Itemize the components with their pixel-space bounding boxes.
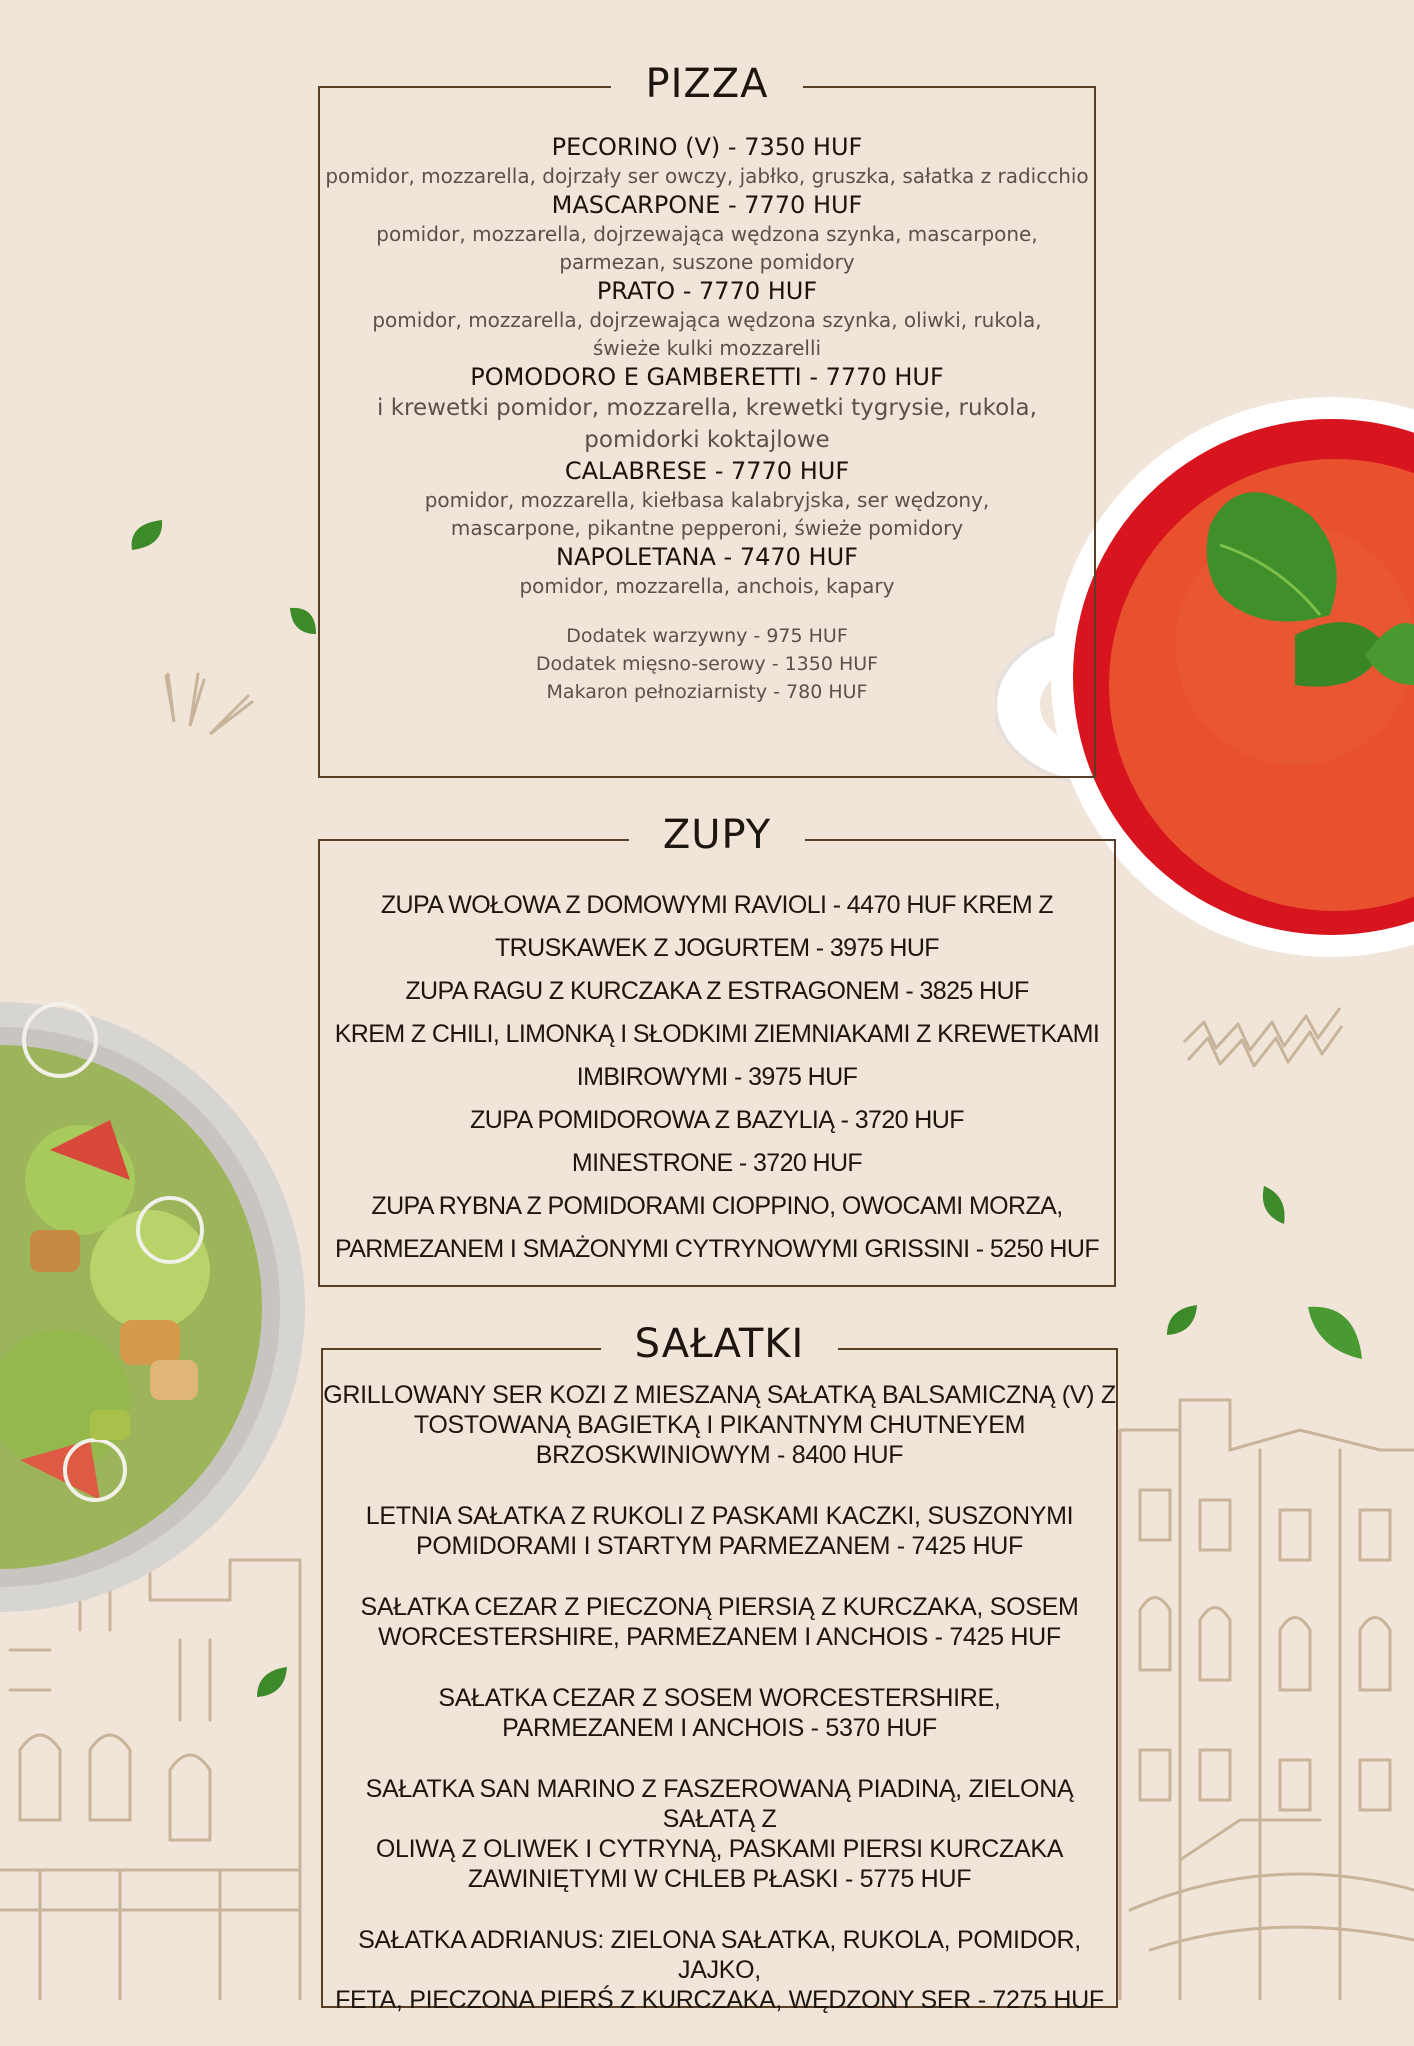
menu-item: SAŁATKA ADRIANUS: ZIELONA SAŁATKA, RUKOLA, POMIDOR, JAJKO, FETA, PIECZONA PIERŚ Z KURCZAKA, WĘDZONY SER - 7275 HUF [335,1926,1104,2014]
menu-item-name: POMODORO E GAMBERETTI - 7770 HUF [470,363,944,391]
menu-item [320,276,1094,362]
menu-item-name: MASCARPONE - 7770 HUF [551,191,863,219]
menu-item-description: pomidor, mozzarella, dojrzewająca wędzona szynka, oliwki, rukola, świeże kulki mozzarelli [372,308,1042,360]
section-title-pizza: PIZZA [320,60,1094,108]
zigzag-doodle-icon [1180,972,1345,1082]
menu-item-name: PRATO - 7770 HUF [596,277,818,305]
menu-line: ZUPA POMIDOROWA Z BAZYLIĄ - 3720 HUF [470,1106,964,1134]
menu-item-name: CALABRESE - 7770 HUF [564,457,850,485]
zupy-section [318,812,1116,1287]
extra-item: Dodatek mięsno-serowy - 1350 HUF [535,653,879,675]
salad-bowl-image [0,980,310,1635]
pizza-list [320,132,1094,706]
salatki-list [323,1380,1116,2046]
menu-item [320,132,1094,190]
leaf-icon [288,604,318,638]
menu-item: SAŁATKA SAN MARINO Z FASZEROWANĄ PIADINĄ, ZIELONĄ SAŁATĄ Z OLIWĄ Z OLIWEK I CYTRYNĄ, PASKAMI PIERSI KURCZAKA ZAWINIĘTYMI W CHLEB PŁASKI - 5775 HUF [365,1775,1074,1893]
menu-item [320,542,1094,600]
leaf-icon [1306,1303,1364,1361]
menu-line: ZUPA RYBNA Z POMIDORAMI CIOPPINO, OWOCAMI MORZA, [371,1192,1063,1220]
menu-item-description: i krewetki pomidor, mozzarella, krewetki tygrysie, rukola, pomidorki koktajlowe [377,395,1037,453]
menu-item [320,362,1094,456]
pizza-extras [320,622,1094,706]
zupy-list [320,884,1114,1271]
menu-item [320,190,1094,276]
menu-item-name: NAPOLETANA - 7470 HUF [556,543,858,571]
pizza-section [318,61,1096,778]
leaf-icon [255,1665,289,1699]
menu-item: GRILLOWANY SER KOZI Z MIESZANĄ SAŁATKĄ BALSAMICZNĄ (V) Z TOSTOWANĄ BAGIETKĄ I PIKANTNYM CHUTNEYEM BRZOSKWINIOWYM - 8400 HUF [323,1381,1116,1469]
menu-item: SAŁATKA CEZAR Z PIECZONĄ PIERSIĄ Z KURCZAKA, SOSEM WORCESTERSHIRE, PARMEZANEM I ANCHOIS - 7425 HUF [360,1593,1079,1651]
menu-item: LETNIA SAŁATKA Z RUKOLI Z PASKAMI KACZKI, SUSZONYMI POMIDORAMI I STARTYM PARMEZANEM - 7425 HUF [365,1502,1074,1560]
extra-item: Makaron pełnoziarnisty - 780 HUF [546,681,868,703]
menu-line: IMBIROWYMI - 3975 HUF [576,1063,858,1091]
menu-item-description: pomidor, mozzarella, dojrzały ser owczy, jabłko, gruszka, sałatka z radicchio [325,164,1089,188]
menu-line: ZUPA RAGU Z KURCZAKA Z ESTRAGONEM - 3825 HUF [405,977,1029,1005]
section-title-zupy: ZUPY [320,811,1114,859]
menu-line: ZUPA WOŁOWA Z DOMOWYMI RAVIOLI - 4470 HUF KREM Z [380,891,1054,919]
leaf-icon [1165,1303,1199,1337]
rays-doodle-icon [160,670,255,740]
menu-item-name: PECORINO (V) - 7350 HUF [551,133,863,161]
menu-item-description: pomidor, mozzarella, kiełbasa kalabryjska, ser wędzony, mascarpone, pikantne pepperoni, świeże pomidory [424,488,990,540]
leaf-icon [1258,1184,1290,1226]
section-title-salatki: SAŁATKI [323,1320,1116,1368]
menu-item: SAŁATKA CEZAR Z SOSEM WORCESTERSHIRE, PARMEZANEM I ANCHOIS - 5370 HUF [438,1684,1001,1742]
menu-line: KREM Z CHILI, LIMONKĄ I SŁODKIMI ZIEMNIAKAMI Z KREWETKAMI [334,1020,1100,1048]
salatki-section [321,1321,1118,2014]
menu-line: PARMEZANEM I SMAŻONYMI CYTRYNOWYMI GRISSINI - 5250 HUF [335,1235,1099,1263]
menu-line: MINESTRONE - 3720 HUF [571,1149,863,1177]
menu-item-description: pomidor, mozzarella, anchois, kapary [519,574,895,598]
menu-item-description: pomidor, mozzarella, dojrzewająca wędzona szynka, mascarpone, parmezan, suszone pomidory [376,222,1038,274]
extra-item: Dodatek warzywny - 975 HUF [566,625,848,647]
leaf-icon [128,516,166,554]
menu-item [320,456,1094,542]
menu-line: TRUSKAWEK Z JOGURTEM - 3975 HUF [495,934,939,962]
